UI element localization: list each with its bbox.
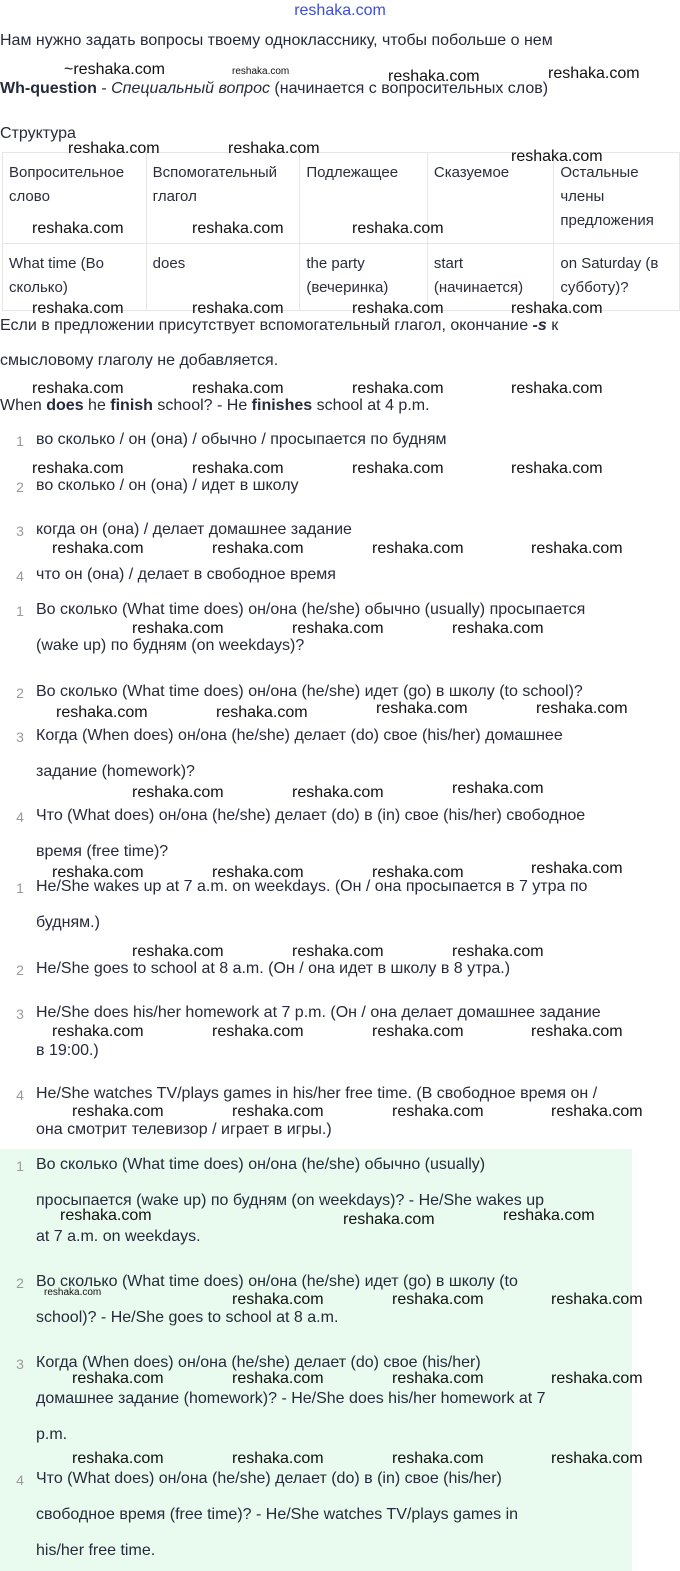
example-sentence: When does he finish school? - He finishes school at 4 p.m. [0,397,430,414]
list-number: 4 [16,1087,24,1103]
list-item-cont: будням.) [36,914,100,931]
table-cell: Подлежащее [300,153,428,244]
watermark-text: ~reshaka.com [64,61,165,78]
watermark-text: reshaka.com [352,220,444,237]
watermark-text: reshaka.com [392,1370,484,1387]
structure-label: Структура [0,125,76,142]
watermark-text: reshaka.com [232,1291,324,1308]
list-item-cont: свободное время (free time)? - He/She watches TV/plays games in [36,1506,519,1523]
list-number: 3 [16,523,24,539]
list-number: 1 [16,603,24,619]
table-cell: does [146,244,300,311]
watermark-text: reshaka.com [531,860,623,877]
list-item-cont: задание (homework)? [36,763,195,780]
watermark-text: reshaka.com [452,620,544,637]
table-cell: Вспомогательный глагол [146,153,300,244]
list-item: He/She watches TV/plays games in his/her free time. (В свободное время он / [36,1085,598,1102]
watermark-text: reshaka.com [548,65,640,82]
watermark-text: reshaka.com [232,66,290,77]
watermark-text: reshaka.com [452,943,544,960]
watermark-text: reshaka.com [52,540,144,557]
watermark-text: reshaka.com [192,380,284,397]
rule-line-1: Если в предложении присутствует вспомогательный глагол, окончание -s к [0,317,559,334]
watermark-text: reshaka.com [392,1103,484,1120]
watermark-text: reshaka.com [352,380,444,397]
watermark-text: reshaka.com [32,380,124,397]
watermark-text: reshaka.com [392,1450,484,1467]
list-item: Что (What does) он/она (he/she) делает (do) в (in) свое (his/her) свободное [36,807,586,824]
watermark-text: reshaka.com [452,780,544,797]
list-item: Во сколько (What time does) он/она (he/she) обычно (usually) [36,1156,486,1173]
list-number: 4 [16,1472,24,1488]
wh-question-definition: Wh-question - Специальный вопрос (начинается с вопросительных слов) [0,80,549,97]
watermark-text: reshaka.com [551,1450,643,1467]
watermark-text: reshaka.com [531,540,623,557]
list-item-cont: в 19:00.) [36,1042,99,1059]
list-number: 1 [16,880,24,896]
list-number: 1 [16,433,24,449]
watermark-text: reshaka.com [292,620,384,637]
list-item-cont: просыпается (wake up) по будням (on weekdays)? - He/She wakes up [36,1192,544,1209]
watermark-text: reshaka.com [192,220,284,237]
list-item-cont: his/her free time. [36,1542,156,1559]
wh-term: Wh-question [0,80,97,97]
watermark-text: reshaka.com [551,1370,643,1387]
watermark-text: reshaka.com [511,460,603,477]
list-number: 4 [16,568,24,584]
watermark-text: reshaka.com [511,300,603,317]
watermark-text: reshaka.com [216,704,308,721]
watermark-text: reshaka.com [536,700,628,717]
watermark-text: reshaka.com [132,784,224,801]
list-number: 1 [16,1158,24,1174]
list-item: когда он (она) / делает домашнее задание [36,521,352,538]
watermark-text: reshaka.com [32,300,124,317]
watermark-text: reshaka.com [72,1370,164,1387]
watermark-text: reshaka.com [32,460,124,477]
watermark-text: reshaka.com [52,1023,144,1040]
table-cell: Вопросительное слово [3,153,147,244]
watermark-text: reshaka.com [132,943,224,960]
list-item: Когда (When does) он/она (he/she) делает (do) свое (his/her) [36,1354,481,1371]
watermark-text: reshaka.com [511,380,603,397]
list-item: что он (она) / делает в свободное время [36,566,336,583]
watermark-text: reshaka.com [212,864,304,881]
watermark-text: reshaka.com [343,1211,435,1228]
watermark-text: reshaka.com [352,460,444,477]
watermark-text: reshaka.com [60,1207,152,1224]
watermark-text: reshaka.com [32,220,124,237]
watermark-text: reshaka.com [232,1103,324,1120]
list-number: 3 [16,1006,24,1022]
watermark-text: reshaka.com [392,1291,484,1308]
list-number: 2 [16,962,24,978]
list-number: 3 [16,729,24,745]
watermark-text: reshaka.com [56,704,148,721]
watermark-text: reshaka.com [372,540,464,557]
list-item: во сколько / он (она) / идет в школу [36,477,299,494]
list-item: Во сколько (What time does) он/она (he/she) идет (go) в школу (to school)? [36,683,583,700]
watermark-text: reshaka.com [232,1370,324,1387]
watermark-text: reshaka.com [192,300,284,317]
site-header[interactable]: reshaka.com [294,2,386,19]
list-number: 2 [16,479,24,495]
list-number: 2 [16,685,24,701]
table-cell: the party (вечеринка) [300,244,428,311]
wh-ru: Специальный вопрос [111,80,270,97]
watermark-text: reshaka.com [352,300,444,317]
watermark-text: reshaka.com [503,1207,595,1224]
list-item-cont: at 7 a.m. on weekdays. [36,1228,201,1245]
table-cell: start (начинается) [427,244,554,311]
list-item: во сколько / он (она) / обычно / просыпается по будням [36,431,447,448]
watermark-text: reshaka.com [72,1450,164,1467]
watermark-text: reshaka.com [132,620,224,637]
watermark-text: reshaka.com [531,1023,623,1040]
list-item: Во сколько (What time does) он/она (he/she) обычно (usually) просыпается [36,601,586,618]
watermark-text: reshaka.com [44,1287,102,1298]
watermark-text: reshaka.com [212,540,304,557]
watermark-text: reshaka.com [52,864,144,881]
list-item-cont: (wake up) по будням (on weekdays)? [36,637,305,654]
table-cell: Остальные члены предложения [554,153,680,244]
list-item: Что (What does) он/она (he/she) делает (do) в (in) свое (his/her) [36,1470,502,1487]
watermark-text: reshaka.com [388,68,480,85]
watermark-text: reshaka.com [292,784,384,801]
list-item: Когда (When does) он/она (he/she) делает (do) свое (his/her) домашнее [36,727,563,744]
watermark-text: reshaka.com [551,1291,643,1308]
watermark-text: reshaka.com [511,148,603,165]
watermark-text: reshaka.com [72,1103,164,1120]
list-number: 2 [16,1275,24,1291]
list-item-cont: домашнее задание (homework)? - He/She does his/her homework at 7 [36,1390,546,1407]
list-item-cont: время (free time)? [36,843,169,860]
watermark-text: reshaka.com [212,1023,304,1040]
list-item: He/She does his/her homework at 7 p.m. (Он / она делает домашнее задание [36,1004,601,1021]
table-cell: What time (Во сколько) [3,244,147,311]
watermark-text: reshaka.com [551,1103,643,1120]
list-number: 3 [16,1356,24,1372]
list-item: He/She wakes up at 7 a.m. on weekdays. (Он / она просыпается в 7 утра по [36,878,588,895]
watermark-text: reshaka.com [372,864,464,881]
watermark-text: reshaka.com [232,1450,324,1467]
watermark-text: reshaka.com [228,140,320,157]
table-cell: on Saturday (в субботу)? [554,244,680,311]
list-number: 4 [16,809,24,825]
rule-line-2: смысловому глаголу не добавляется. [0,352,279,369]
watermark-text: reshaka.com [68,140,160,157]
watermark-text: reshaka.com [192,460,284,477]
watermark-text: reshaka.com [372,1023,464,1040]
watermark-text: reshaka.com [292,943,384,960]
list-item-cont: p.m. [36,1426,68,1443]
list-item: Во сколько (What time does) он/она (he/she) идет (go) в школу (to [36,1273,518,1290]
intro-text: Нам нужно задать вопросы твоему однокласснику, чтобы побольше о нем [0,32,553,49]
watermark-text: reshaka.com [376,700,468,717]
list-item: He/She goes to school at 8 a.m. (Он / она идет в школу в 8 утра.) [36,960,511,977]
list-item-cont: она смотрит телевизор / играет в игры.) [36,1121,332,1138]
list-item-cont: school)? - He/She goes to school at 8 a.m. [36,1309,339,1326]
table-cell: Сказуемое [427,153,554,244]
